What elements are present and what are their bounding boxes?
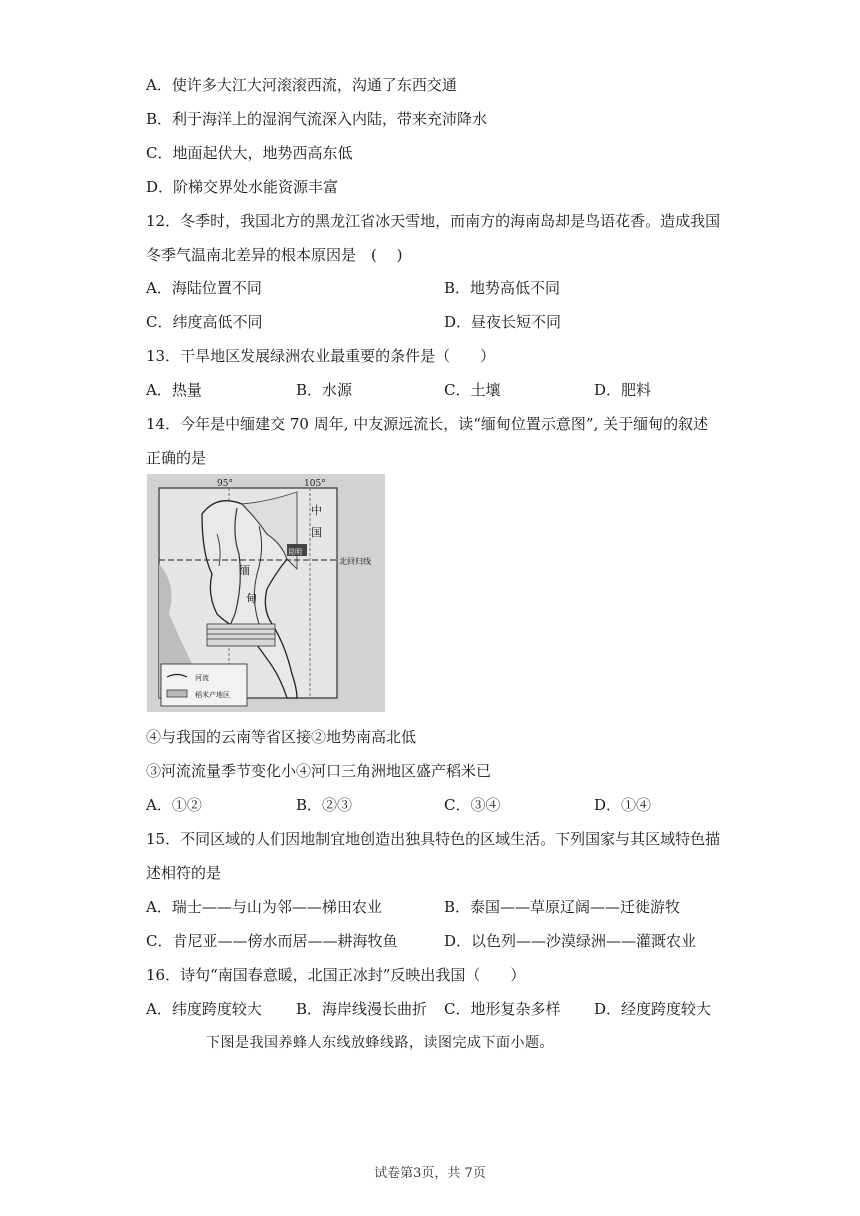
q11-option-b: B．利于海洋上的湿润气流深入内陆，带来充沛降水 <box>146 110 488 128</box>
q15-option-a: A．瑞士——与山为邻——梯田农业 <box>146 898 382 916</box>
q14-option-b: B．②③ <box>296 796 353 814</box>
q14-option-a: A．①② <box>146 796 202 814</box>
q14-stem-line1: 14．今年是中缅建交 70 周年, 中友源远流长，读“缅甸位置示意图”, 关于缅甸的叙述 <box>146 415 709 433</box>
q12-option-c: C．纬度高低不同 <box>146 313 263 331</box>
section-note: 下图是我国养蜂人东线放蜂线路，读图完成下面小题。 <box>206 1035 554 1051</box>
q15-stem-line1: 15．不同区域的人们因地制宜地创造出独具特色的区域生活。下列国家与其区域特色描 <box>146 830 721 848</box>
q15-option-c: C．肯尼亚——傍水而居——耕海牧鱼 <box>146 932 398 950</box>
q13-option-b: B．水源 <box>296 381 353 399</box>
q14-stem-line2: 正确的是 <box>146 449 207 467</box>
q11-option-a: A．使许多大江大河滚滚西流，沟通了东西交通 <box>146 76 457 94</box>
q15-option-d: D．以色列——沙漠绿洲——灌溉农业 <box>444 932 697 950</box>
q12-option-a: A．海陆位置不同 <box>146 279 262 297</box>
legend-river-label: 河流 <box>195 674 209 682</box>
q16-option-b: B．海岸线漫长曲折 <box>296 1000 428 1018</box>
china-label-1: 中 <box>311 504 322 517</box>
legend-area-label: 稻米产地区 <box>195 691 230 699</box>
page-footer: 试卷第3页，共 7页 <box>374 1166 486 1181</box>
q13-stem: 13．干旱地区发展绿洲农业最重要的条件是（ ） <box>146 347 496 365</box>
q14-option-d: D．①④ <box>594 796 652 814</box>
myanmar-location-map <box>147 474 385 712</box>
q16-option-d: D．经度跨度较大 <box>594 1000 712 1018</box>
q16-option-a: A．纬度跨度较大 <box>146 1000 262 1018</box>
map-legend <box>161 664 247 706</box>
q12-stem-line2: 冬季气温南北差异的根本原因是 ( ) <box>146 246 403 264</box>
tropic-label: 北回归线 <box>339 557 371 566</box>
city-label: 昆明 <box>288 548 302 556</box>
q14-statement-line2: ③河流流量季节变化小④河口三角洲地区盛产稻米已 <box>146 762 492 780</box>
longitude-105-label: 105° <box>304 479 326 489</box>
q12-option-d: D．昼夜长短不同 <box>444 313 562 331</box>
legend-area-symbol <box>167 690 187 697</box>
myanmar-label-2: 甸 <box>246 592 257 605</box>
q13-option-d: D．肥料 <box>594 381 652 399</box>
q16-stem: 16．诗句“南国春意暖，北国正冰封”反映出我国（ ） <box>146 966 526 984</box>
rice-region-hatch <box>207 624 275 646</box>
q11-option-d: D．阶梯交界处水能资源丰富 <box>146 178 339 196</box>
q12-option-b: B．地势高低不同 <box>444 279 561 297</box>
myanmar-label-1: 缅 <box>239 564 250 577</box>
q16-option-c: C．地形复杂多样 <box>444 1000 561 1018</box>
q14-statement-line1: ④与我国的云南等省区接②地势南高北低 <box>146 728 417 746</box>
q14-option-c: C．③④ <box>444 796 501 814</box>
q13-option-a: A．热量 <box>146 381 202 399</box>
q15-option-b: B．泰国——草原辽阔——迁徙游牧 <box>444 898 681 916</box>
q13-option-c: C．土壤 <box>444 381 501 399</box>
longitude-95-label: 95° <box>217 479 233 489</box>
q11-option-c: C．地面起伏大，地势西高东低 <box>146 144 353 162</box>
q15-stem-line2: 述相符的是 <box>146 864 222 882</box>
china-label-2: 国 <box>311 526 322 539</box>
q12-stem-line1: 12．冬季时，我国北方的黑龙江省冰天雪地，而南方的海南岛却是鸟语花香。造成我国 <box>146 212 721 230</box>
